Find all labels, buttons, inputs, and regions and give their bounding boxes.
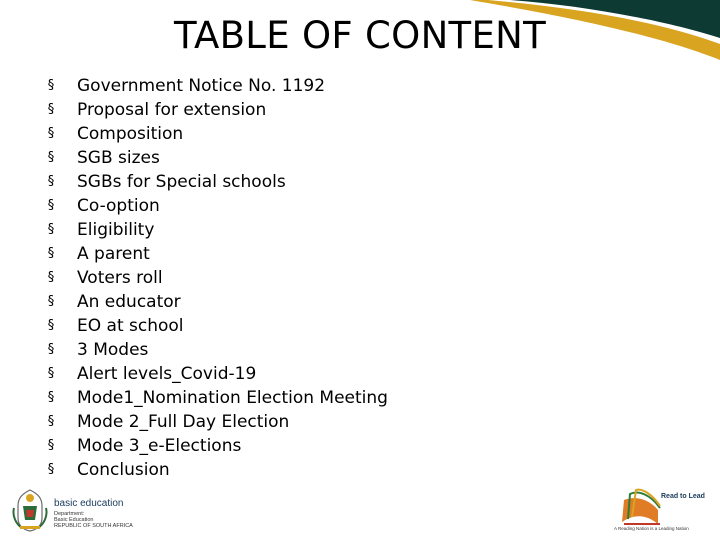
toc-item [44,338,388,362]
read-to-lead-text: Read to Lead [661,493,705,500]
toc-item [44,410,388,434]
brand-sub-line: REPUBLIC OF SOUTH AFRICA [54,523,133,529]
toc-item-label: Voters roll [77,268,163,288]
toc-item-label: Composition [77,124,184,144]
read-to-lead-logo [614,486,714,536]
bullet-icon: § [47,246,55,261]
toc-item [44,362,388,386]
toc-item-label: Alert levels_Covid-19 [77,364,257,384]
bullet-icon: § [47,366,55,381]
bullet-icon: § [47,294,55,309]
toc-item-label: Mode1_Nomination Election Meeting [77,388,388,408]
toc-item-label: SGB sizes [77,148,160,168]
bullet-icon: § [47,150,55,165]
toc-item-label: Mode 2_Full Day Election [77,412,290,432]
toc-item [44,194,388,218]
toc-item [44,146,388,170]
toc-item-label: Mode 3_e-Elections [77,436,242,456]
bullet-icon: § [47,414,55,429]
table-of-contents-list [44,74,388,482]
toc-item-label: SGBs for Special schools [77,172,286,192]
toc-item [44,386,388,410]
toc-item [44,242,388,266]
brand-sub-line: Basic Education [54,517,94,523]
bullet-icon: § [47,78,55,93]
bullet-icon: § [47,390,55,405]
toc-item-label: 3 Modes [77,340,149,360]
bullet-icon: § [47,198,55,213]
toc-item-label: An educator [77,292,181,312]
bullet-icon: § [47,318,55,333]
toc-item-label: A parent [77,244,150,264]
toc-item [44,458,388,482]
toc-item-label: Government Notice No. 1192 [77,76,326,96]
toc-item [44,98,388,122]
brand-sub-line: Department: [54,511,85,517]
bullet-icon: § [47,270,55,285]
bullet-icon: § [47,126,55,141]
bullet-icon: § [47,102,55,117]
toc-item [44,218,388,242]
toc-item-label: Eligibility [77,220,155,240]
toc-item [44,74,388,98]
toc-item-label: Conclusion [77,460,170,480]
toc-item-label: EO at school [77,316,184,336]
basic-education-logo [10,486,160,534]
open-book-icon [614,486,714,526]
bullet-icon: § [47,222,55,237]
read-to-lead-slogan: A Reading Nation is a Leading Nation [614,526,689,531]
page-title: TABLE OF CONTENT [173,14,547,57]
toc-item [44,434,388,458]
toc-item-label: Co-option [77,196,160,216]
toc-item [44,266,388,290]
toc-item [44,170,388,194]
bullet-icon: § [47,438,55,453]
bullet-icon: § [47,342,55,357]
bullet-icon: § [47,174,55,189]
toc-item [44,314,388,338]
brand-name: basic education [54,498,124,509]
toc-item-label: Proposal for extension [77,100,267,120]
toc-item [44,290,388,314]
bullet-icon: § [47,462,55,477]
toc-item [44,122,388,146]
coat-of-arms-icon [10,488,50,532]
